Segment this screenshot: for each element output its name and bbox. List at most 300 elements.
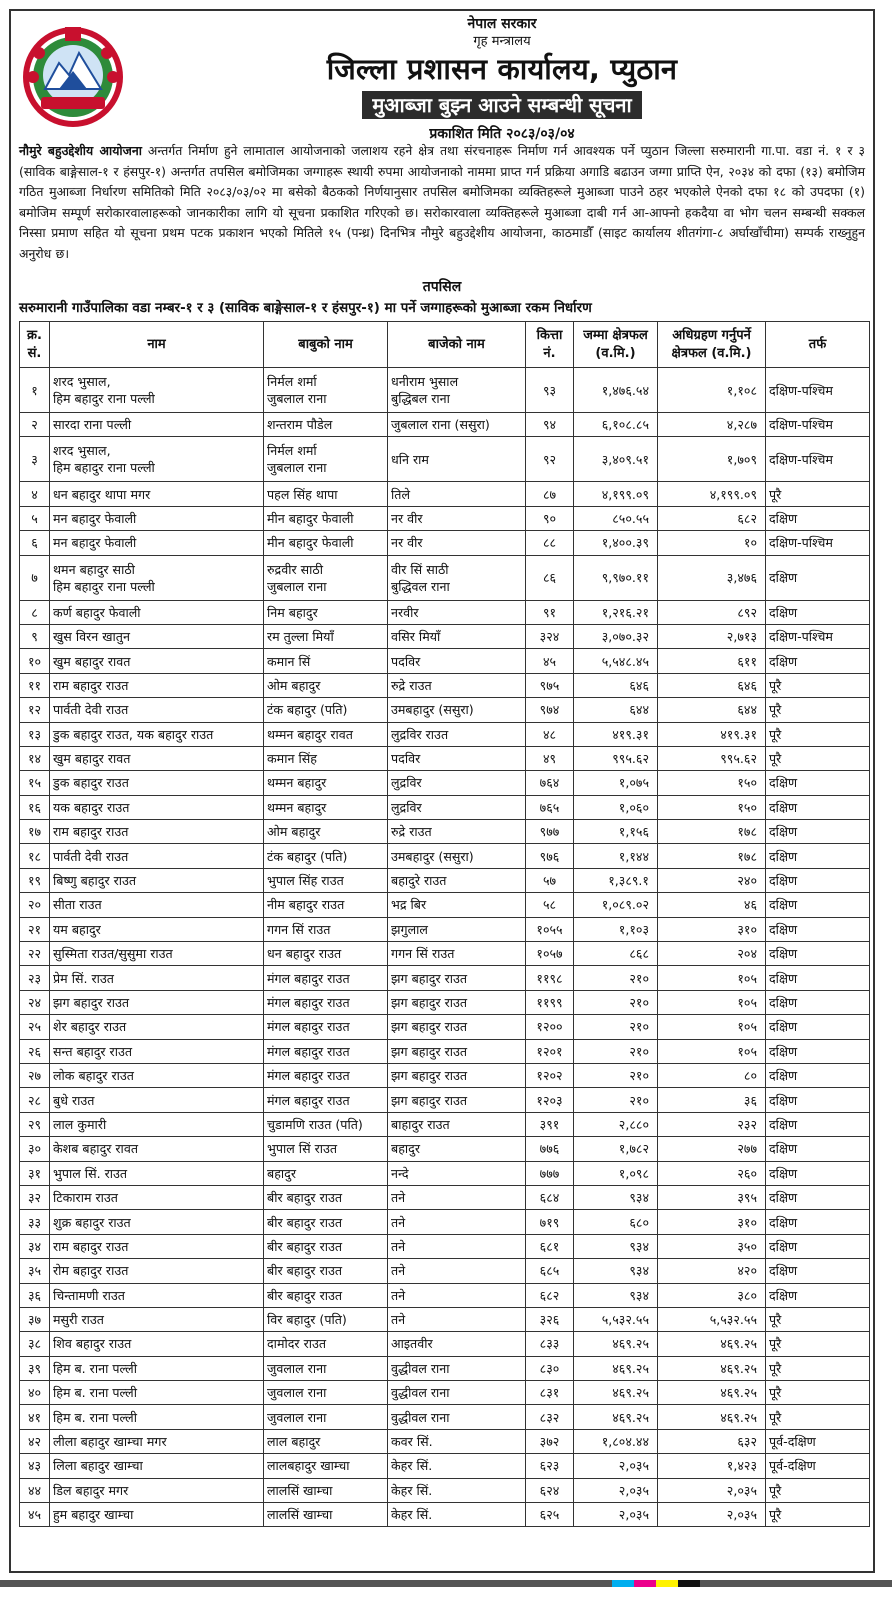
- cell-acq: ३१०: [658, 917, 766, 941]
- cell-grandfather: झग बहादुर राउत: [388, 1063, 526, 1087]
- cell-grandfather: उमबहादुर (ससुरा): [388, 844, 526, 868]
- cell-area: ३,४०९.५१: [574, 437, 658, 482]
- cell-acq: ४६९.२५: [658, 1381, 766, 1405]
- cell-area: १,१५६: [574, 820, 658, 844]
- cell-kitta: ३२६: [526, 1307, 574, 1331]
- cell-grandfather: पदविर: [388, 649, 526, 673]
- cell-grandfather: तने: [388, 1210, 526, 1234]
- cell-side: दक्षिण: [766, 1259, 870, 1283]
- cell-sn: १०: [20, 649, 50, 673]
- cell-acq: १,१०८: [658, 368, 766, 413]
- cell-name: यक बहादुर राउत: [50, 795, 264, 819]
- table-row: [20, 893, 870, 917]
- cell-kitta: १२००: [526, 1015, 574, 1039]
- cell-sn: ३९: [20, 1356, 50, 1380]
- cell-side: दक्षिण: [766, 1210, 870, 1234]
- cell-sn: २७: [20, 1063, 50, 1087]
- table-row: [20, 368, 870, 413]
- cell-name: राम बहादुर राउत: [50, 820, 264, 844]
- cell-area: १,०९८: [574, 1161, 658, 1185]
- cell-father: दामोदर राउत: [264, 1332, 388, 1356]
- table-row: [20, 1478, 870, 1502]
- cell-area: २,०३५: [574, 1503, 658, 1527]
- gov-name: नेपाल सरकार: [467, 16, 537, 32]
- cell-kitta: ७६४: [526, 771, 574, 795]
- cell-area: २१०: [574, 990, 658, 1014]
- table-row: [20, 1454, 870, 1478]
- cell-name: डुक बहादुर राउत: [50, 771, 264, 795]
- cell-name: केशब बहादुर रावत: [50, 1137, 264, 1161]
- cell-area: २,०३५: [574, 1454, 658, 1478]
- cell-sn: ३३: [20, 1210, 50, 1234]
- cell-sn: ४०: [20, 1381, 50, 1405]
- cell-kitta: ९३: [526, 368, 574, 413]
- cell-acq: १५०: [658, 795, 766, 819]
- cell-sn: ३०: [20, 1137, 50, 1161]
- cell-area: १,८०४.४४: [574, 1429, 658, 1453]
- cell-kitta: ७१९: [526, 1210, 574, 1234]
- cell-father: टंक बहादुर (पति): [264, 698, 388, 722]
- cell-area: १,०७५: [574, 771, 658, 795]
- cell-name: सीता राउत: [50, 893, 264, 917]
- cell-area: ४६९.२५: [574, 1381, 658, 1405]
- table-row: [20, 506, 870, 530]
- cell-name: मन बहादुर फेवाली: [50, 531, 264, 555]
- cell-name: हिम ब. राना पल्ली: [50, 1405, 264, 1429]
- cell-kitta: ९०: [526, 506, 574, 530]
- cell-father: मंगल बहादुर राउत: [264, 966, 388, 990]
- cell-grandfather: केहर सिं.: [388, 1503, 526, 1527]
- cell-side: दक्षिण-पश्चिम: [766, 531, 870, 555]
- table-row: [20, 1210, 870, 1234]
- cell-father: मंगल बहादुर राउत: [264, 990, 388, 1014]
- cell-acq: ६४६: [658, 673, 766, 697]
- cell-area: १,७८२: [574, 1137, 658, 1161]
- cell-side: दक्षिण: [766, 555, 870, 600]
- cell-father: लाल बहादुर: [264, 1429, 388, 1453]
- cell-name: हुम बहादुर खाम्चा: [50, 1503, 264, 1527]
- cell-grandfather: नन्दे: [388, 1161, 526, 1185]
- cell-grandfather: झग बहादुर राउत: [388, 966, 526, 990]
- cell-side: पूरै: [766, 673, 870, 697]
- cell-area: ४१९.३१: [574, 722, 658, 746]
- cell-area: १,४००.३९: [574, 531, 658, 555]
- cell-side: दक्षिण: [766, 1112, 870, 1136]
- table-row: [20, 942, 870, 966]
- cell-kitta: ९४: [526, 413, 574, 437]
- table-row: [20, 990, 870, 1014]
- cell-father: ओम बहादुर: [264, 673, 388, 697]
- cell-father: लालसिं खाम्चा: [264, 1503, 388, 1527]
- col-area: जम्मा क्षेत्रफल (व.मि.): [574, 322, 658, 368]
- cell-sn: ३२: [20, 1185, 50, 1209]
- table-row: [20, 1429, 870, 1453]
- cell-side: दक्षिण: [766, 1137, 870, 1161]
- cell-sn: २१: [20, 917, 50, 941]
- cell-sn: १७: [20, 820, 50, 844]
- cell-acq: १,४२३: [658, 1454, 766, 1478]
- cell-sn: ४३: [20, 1454, 50, 1478]
- cell-sn: २६: [20, 1039, 50, 1063]
- cell-grandfather: धनि राम: [388, 437, 526, 482]
- cell-father: जुवलाल राना: [264, 1356, 388, 1380]
- cell-father: निर्मल शर्मा जुबलाल राना: [264, 368, 388, 413]
- cell-acq: ३१०: [658, 1210, 766, 1234]
- cell-father: रम तुल्ला मियाँ: [264, 624, 388, 648]
- table-row: [20, 1234, 870, 1258]
- cell-kitta: ८३१: [526, 1381, 574, 1405]
- cell-kitta: ६२५: [526, 1503, 574, 1527]
- cell-name: खुम बहादुर रावत: [50, 746, 264, 770]
- cell-name: राम बहादुर राउत: [50, 1234, 264, 1258]
- cell-sn: ३: [20, 437, 50, 482]
- table-row: [20, 1088, 870, 1112]
- cell-name: धन बहादुर थापा मगर: [50, 482, 264, 506]
- cell-area: ९,९७०.११: [574, 555, 658, 600]
- cell-father: मीन बहादुर फेवाली: [264, 531, 388, 555]
- cell-name: हिम ब. राना पल्ली: [50, 1356, 264, 1380]
- cell-grandfather: तने: [388, 1259, 526, 1283]
- cell-side: पूरै: [766, 1332, 870, 1356]
- cell-grandfather: लुद्रविर राउत: [388, 722, 526, 746]
- col-father: बाबुको नाम: [264, 322, 388, 368]
- notice-title: मुआब्जा बुझ्न आउने सम्बन्धी सूचना: [362, 91, 641, 119]
- cell-sn: ४२: [20, 1429, 50, 1453]
- cell-grandfather: तने: [388, 1185, 526, 1209]
- cell-kitta: ९१: [526, 600, 574, 624]
- cell-kitta: १२०१: [526, 1039, 574, 1063]
- table-row: [20, 531, 870, 555]
- cell-kitta: ६२३: [526, 1454, 574, 1478]
- cell-name: टिकाराम राउत: [50, 1185, 264, 1209]
- cell-side: दक्षिण: [766, 917, 870, 941]
- cell-side: दक्षिण: [766, 820, 870, 844]
- cell-area: ९९५.६२: [574, 746, 658, 770]
- table-row: [20, 555, 870, 600]
- cell-father: नीम बहादुर राउत: [264, 893, 388, 917]
- cell-father: बहादुर: [264, 1161, 388, 1185]
- cell-acq: ६३२: [658, 1429, 766, 1453]
- table-row: [20, 698, 870, 722]
- cell-name: शिव बहादुर राउत: [50, 1332, 264, 1356]
- cell-name: चिन्तामणी राउत: [50, 1283, 264, 1307]
- col-acq: अधिग्रहण गर्नुपर्ने क्षेत्रफल (व.मि.): [658, 322, 766, 368]
- cell-side: दक्षिण: [766, 1088, 870, 1112]
- notice-body: [19, 141, 865, 265]
- cell-father: निर्मल शर्मा जुबलाल राना: [264, 437, 388, 482]
- table-row: [20, 966, 870, 990]
- table-row: [20, 722, 870, 746]
- cell-sn: ३६: [20, 1283, 50, 1307]
- cell-sn: ६: [20, 531, 50, 555]
- cell-side: पूरै: [766, 746, 870, 770]
- table-row: [20, 1307, 870, 1331]
- table-row: [20, 917, 870, 941]
- cell-area: ४६९.२५: [574, 1332, 658, 1356]
- cell-name: प्रेम सिं. राउत: [50, 966, 264, 990]
- cell-acq: २७७: [658, 1137, 766, 1161]
- cell-grandfather: वुद्धीवल राना: [388, 1405, 526, 1429]
- cell-acq: ३९५: [658, 1185, 766, 1209]
- table-row: [20, 649, 870, 673]
- cell-side: पूर्व-दक्षिण: [766, 1454, 870, 1478]
- col-grandfather: बाजेको नाम: [388, 322, 526, 368]
- cell-sn: २३: [20, 966, 50, 990]
- cell-father: गगन सिं राउत: [264, 917, 388, 941]
- cell-grandfather: वुद्धीवल राना: [388, 1356, 526, 1380]
- cell-kitta: १०५५: [526, 917, 574, 941]
- table-row: [20, 437, 870, 482]
- cell-kitta: ५७: [526, 868, 574, 892]
- cell-side: पूरै: [766, 1307, 870, 1331]
- cell-father: भुपाल सिंह राउत: [264, 868, 388, 892]
- cell-kitta: ९२: [526, 437, 574, 482]
- cell-name: सुस्मिता राउत/सुसुमा राउत: [50, 942, 264, 966]
- cell-area: ९३४: [574, 1283, 658, 1307]
- table-row: [20, 844, 870, 868]
- cell-kitta: १०५७: [526, 942, 574, 966]
- table-row: [20, 1283, 870, 1307]
- cell-acq: २३२: [658, 1112, 766, 1136]
- cell-acq: ३५०: [658, 1234, 766, 1258]
- cell-kitta: ८३३: [526, 1332, 574, 1356]
- cell-name: भुपाल सिं. राउत: [50, 1161, 264, 1185]
- cell-grandfather: तने: [388, 1234, 526, 1258]
- cell-father: लालबहादुर खाम्चा: [264, 1454, 388, 1478]
- cell-grandfather: उमबहादुर (ससुरा): [388, 698, 526, 722]
- cell-sn: १४: [20, 746, 50, 770]
- cell-kitta: ७७६: [526, 1137, 574, 1161]
- cell-side: पूर्व-दक्षिण: [766, 1429, 870, 1453]
- cell-grandfather: रुद्रे राउत: [388, 673, 526, 697]
- cell-sn: २४: [20, 990, 50, 1014]
- cell-side: दक्षिण-पश्चिम: [766, 437, 870, 482]
- cell-sn: ५: [20, 506, 50, 530]
- cell-area: २१०: [574, 1039, 658, 1063]
- cell-grandfather: पदविर: [388, 746, 526, 770]
- cell-father: रुद्रवीर साठी जुबलाल राना: [264, 555, 388, 600]
- table-row: [20, 1381, 870, 1405]
- cell-area: २,८८०: [574, 1112, 658, 1136]
- cell-grandfather: तने: [388, 1283, 526, 1307]
- cell-acq: १७८: [658, 820, 766, 844]
- cell-side: दक्षिण: [766, 1283, 870, 1307]
- cell-kitta: ६८२: [526, 1283, 574, 1307]
- cell-father: थम्मन बहादुर: [264, 795, 388, 819]
- cell-name: बिष्णु बहादुर राउत: [50, 868, 264, 892]
- cell-area: ४६९.२५: [574, 1405, 658, 1429]
- cell-side: दक्षिण-पश्चिम: [766, 624, 870, 648]
- cell-grandfather: गगन सिं राउत: [388, 942, 526, 966]
- cell-sn: ३४: [20, 1234, 50, 1258]
- cell-name: डुक बहादुर राउत, यक बहादुर राउत: [50, 722, 264, 746]
- office-name: जिल्ला प्रशासन कार्यालय, प्युठान: [326, 52, 678, 86]
- table-row: [20, 482, 870, 506]
- cell-father: बीर बहादुर राउत: [264, 1283, 388, 1307]
- cell-area: ३,०७०.३२: [574, 624, 658, 648]
- cell-acq: ३८०: [658, 1283, 766, 1307]
- cell-name: शरद भुसाल, हिम बहादुर राना पल्ली: [50, 368, 264, 413]
- cell-side: दक्षिण: [766, 1039, 870, 1063]
- color-bar-cyan: [612, 1580, 634, 1587]
- cell-name: बुधे राउत: [50, 1088, 264, 1112]
- cell-acq: २,०३५: [658, 1503, 766, 1527]
- cell-father: शन्तराम पौडेल: [264, 413, 388, 437]
- col-side: तर्फ: [766, 322, 870, 368]
- cell-acq: ४,२८७: [658, 413, 766, 437]
- cell-name: डिल बहादुर मगर: [50, 1478, 264, 1502]
- cell-grandfather: झग बहादुर राउत: [388, 1015, 526, 1039]
- cell-acq: ४६९.२५: [658, 1405, 766, 1429]
- color-bar-black: [678, 1580, 700, 1587]
- cell-name: शेर बहादुर राउत: [50, 1015, 264, 1039]
- cell-name: मसुरी राउत: [50, 1307, 264, 1331]
- cell-area: २१०: [574, 1088, 658, 1112]
- cell-grandfather: नर वीर: [388, 506, 526, 530]
- cell-area: ८६८: [574, 942, 658, 966]
- cell-sn: ४५: [20, 1503, 50, 1527]
- cell-acq: २४०: [658, 868, 766, 892]
- cell-grandfather: कवर सिं.: [388, 1429, 526, 1453]
- cell-sn: २८: [20, 1088, 50, 1112]
- cell-acq: ५,५३२.५५: [658, 1307, 766, 1331]
- cell-name: पार्वती देवी राउत: [50, 844, 264, 868]
- cell-side: दक्षिण: [766, 506, 870, 530]
- cell-kitta: ८८: [526, 531, 574, 555]
- cell-sn: ३७: [20, 1307, 50, 1331]
- ministry-name: गृह मन्त्रालय: [473, 34, 531, 49]
- cell-father: टंक बहादुर (पति): [264, 844, 388, 868]
- cell-father: ओम बहादुर: [264, 820, 388, 844]
- cell-sn: १८: [20, 844, 50, 868]
- cell-kitta: १२०२: [526, 1063, 574, 1087]
- cell-acq: २,०३५: [658, 1478, 766, 1502]
- cell-kitta: ४८: [526, 722, 574, 746]
- cell-area: ५,५४८.४५: [574, 649, 658, 673]
- cell-grandfather: बहादुर: [388, 1137, 526, 1161]
- cell-sn: १६: [20, 795, 50, 819]
- cell-kitta: ९७७: [526, 820, 574, 844]
- cell-side: पूरै: [766, 698, 870, 722]
- cell-kitta: ५८: [526, 893, 574, 917]
- cell-area: १,४७६.५४: [574, 368, 658, 413]
- cell-side: दक्षिण-पश्चिम: [766, 413, 870, 437]
- table-row: [20, 1185, 870, 1209]
- cell-area: ६४६: [574, 673, 658, 697]
- cell-side: दक्षिण: [766, 1161, 870, 1185]
- cell-kitta: ८७: [526, 482, 574, 506]
- cell-name: लोक बहादुर राउत: [50, 1063, 264, 1087]
- cell-kitta: ३२४: [526, 624, 574, 648]
- cell-father: मंगल बहादुर राउत: [264, 1015, 388, 1039]
- cell-acq: १०५: [658, 1039, 766, 1063]
- cell-area: २१०: [574, 966, 658, 990]
- cell-acq: १०५: [658, 1015, 766, 1039]
- cell-area: ९३४: [574, 1234, 658, 1258]
- cell-sn: २२: [20, 942, 50, 966]
- cell-sn: ३८: [20, 1332, 50, 1356]
- cell-sn: २५: [20, 1015, 50, 1039]
- cell-sn: ९: [20, 624, 50, 648]
- cell-side: पूरै: [766, 1405, 870, 1429]
- cell-acq: २६०: [658, 1161, 766, 1185]
- cell-area: ८५०.५५: [574, 506, 658, 530]
- cell-sn: ३५: [20, 1259, 50, 1283]
- cell-acq: १०: [658, 531, 766, 555]
- cell-area: ९३४: [574, 1185, 658, 1209]
- cell-father: पहल सिंह थापा: [264, 482, 388, 506]
- cell-side: दक्षिण: [766, 600, 870, 624]
- cell-side: पूरै: [766, 1478, 870, 1502]
- table-row: [20, 1332, 870, 1356]
- cell-acq: ९९५.६२: [658, 746, 766, 770]
- cell-father: मंगल बहादुर राउत: [264, 1063, 388, 1087]
- cell-father: जुवलाल राना: [264, 1405, 388, 1429]
- cell-sn: ३१: [20, 1161, 50, 1185]
- cell-name: राम बहादुर राउत: [50, 673, 264, 697]
- cell-name: सन्त बहादुर राउत: [50, 1039, 264, 1063]
- cell-name: हिम ब. राना पल्ली: [50, 1381, 264, 1405]
- tapsil-title: तपसिल: [422, 279, 462, 295]
- table-body: [20, 368, 870, 1527]
- cell-kitta: ६८५: [526, 1259, 574, 1283]
- cell-acq: ६११: [658, 649, 766, 673]
- cell-name: मन बहादुर फेवाली: [50, 506, 264, 530]
- table-row: [20, 868, 870, 892]
- cell-side: पूरै: [766, 722, 870, 746]
- cell-area: १,१४४: [574, 844, 658, 868]
- cell-father: कमान सिं: [264, 649, 388, 673]
- table-row: [20, 673, 870, 697]
- cell-name: झग बहादुर राउत: [50, 990, 264, 1014]
- cell-sn: ४: [20, 482, 50, 506]
- cell-grandfather: तिले: [388, 482, 526, 506]
- table-row: [20, 1405, 870, 1429]
- cell-area: ६,१०८.८५: [574, 413, 658, 437]
- cell-area: १,०६०: [574, 795, 658, 819]
- cell-grandfather: झग बहादुर राउत: [388, 990, 526, 1014]
- table-row: [20, 1161, 870, 1185]
- table-row: [20, 1259, 870, 1283]
- cell-acq: २,७१३: [658, 624, 766, 648]
- cell-side: दक्षिण: [766, 844, 870, 868]
- cell-father: बीर बहादुर राउत: [264, 1185, 388, 1209]
- table-row: [20, 600, 870, 624]
- cell-father: बीर बहादुर राउत: [264, 1210, 388, 1234]
- cell-area: ४६९.२५: [574, 1356, 658, 1380]
- cell-area: २१०: [574, 1015, 658, 1039]
- cell-area: ४,१९९.०९: [574, 482, 658, 506]
- col-name: नाम: [50, 322, 264, 368]
- cell-grandfather: तने: [388, 1307, 526, 1331]
- cell-kitta: ११९९: [526, 990, 574, 1014]
- notice-page: [9, 9, 875, 1573]
- header-text: [131, 11, 873, 143]
- cell-grandfather: भद्र बिर: [388, 893, 526, 917]
- cell-grandfather: झगुलाल: [388, 917, 526, 941]
- cell-name: यम बहादुर: [50, 917, 264, 941]
- cell-area: १,२१६.२१: [574, 600, 658, 624]
- table-row: [20, 413, 870, 437]
- table-row: [20, 1137, 870, 1161]
- cell-father: मंगल बहादुर राउत: [264, 1039, 388, 1063]
- cell-father: चुडामणि राउत (पति): [264, 1112, 388, 1136]
- cell-grandfather: बाहादुर राउत: [388, 1112, 526, 1136]
- table-header-row: [20, 322, 870, 368]
- cell-grandfather: केहर सिं.: [388, 1454, 526, 1478]
- cell-grandfather: वसिर मियाँ: [388, 624, 526, 648]
- cell-kitta: ६२४: [526, 1478, 574, 1502]
